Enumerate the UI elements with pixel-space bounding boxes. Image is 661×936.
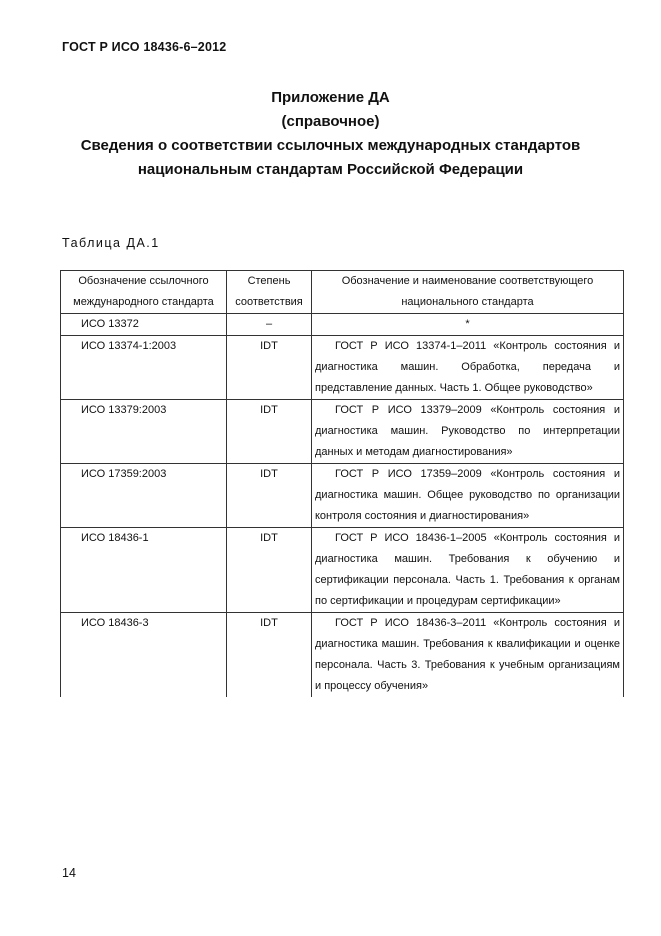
intl-standard-cell: ИСО 18436-1 — [61, 528, 227, 613]
annex-subtitle-line1: Сведения о соответствии ссылочных международных стандартов — [80, 137, 581, 154]
table-row — [61, 613, 624, 698]
table-caption: Таблица ДА.1 — [62, 236, 160, 250]
table-row — [61, 528, 624, 613]
intl-standard-cell: ИСО 13372 — [61, 314, 227, 336]
intl-standard-cell: ИСО 13374-1:2003 — [61, 336, 227, 400]
table-row — [61, 336, 624, 400]
page-number: 14 — [62, 866, 76, 880]
table-row — [61, 314, 624, 336]
table-row — [61, 464, 624, 528]
table-header-row — [61, 271, 624, 314]
intl-standard-cell: ИСО 17359:2003 — [61, 464, 227, 528]
degree-cell: IDT — [227, 336, 312, 400]
document-code: ГОСТ Р ИСО 18436-6–2012 — [62, 40, 227, 54]
header-intl-standard: Обозначение ссылочного международного стандарта — [61, 271, 227, 314]
annex-subtitle-line2: национальным стандартам Российской Федерации — [137, 161, 524, 178]
intl-standard-cell: ИСО 18436-3 — [61, 613, 227, 698]
degree-cell: IDT — [227, 464, 312, 528]
national-standard-cell: ГОСТ Р ИСО 13374-1–2011 «Контроль состояния и диагностика машин. Обработка, передача и представление данных. Часть 1. Общее руководство» — [312, 336, 624, 400]
national-standard-cell: * — [312, 314, 624, 336]
national-standard-cell: ГОСТ Р ИСО 17359–2009 «Контроль состояния и диагностика машин. Общее руководство по организации контроля состояния и диагностирования» — [312, 464, 624, 528]
degree-cell: IDT — [227, 613, 312, 698]
degree-cell: – — [227, 314, 312, 336]
annex-title: Приложение ДА — [271, 89, 390, 106]
header-degree: Степень соответствия — [227, 271, 312, 314]
intl-standard-cell: ИСО 13379:2003 — [61, 400, 227, 464]
annex-status: (справочное) — [281, 113, 380, 130]
degree-cell: IDT — [227, 400, 312, 464]
table-row — [61, 400, 624, 464]
national-standard-cell: ГОСТ Р ИСО 13379–2009 «Контроль состояния и диагностика машин. Руководство по интерпретации данных и методам диагностирования» — [312, 400, 624, 464]
header-national-standard: Обозначение и наименование соответствующего национального стандарта — [312, 271, 624, 314]
national-standard-cell: ГОСТ Р ИСО 18436-1–2005 «Контроль состояния и диагностика машин. Требования к обучению и сертификации персонала. Часть 1. Требования к органам по сертификации и процедурам сертификации» — [312, 528, 624, 613]
national-standard-cell: ГОСТ Р ИСО 18436-3–2011 «Контроль состояния и диагностика машин. Требования к квалификации и оценке персонала. Часть 3. Требования к учебным организациям и процессу обучения» — [312, 613, 624, 698]
standards-correspondence-table — [60, 270, 624, 697]
annex-heading — [0, 86, 661, 182]
degree-cell: IDT — [227, 528, 312, 613]
